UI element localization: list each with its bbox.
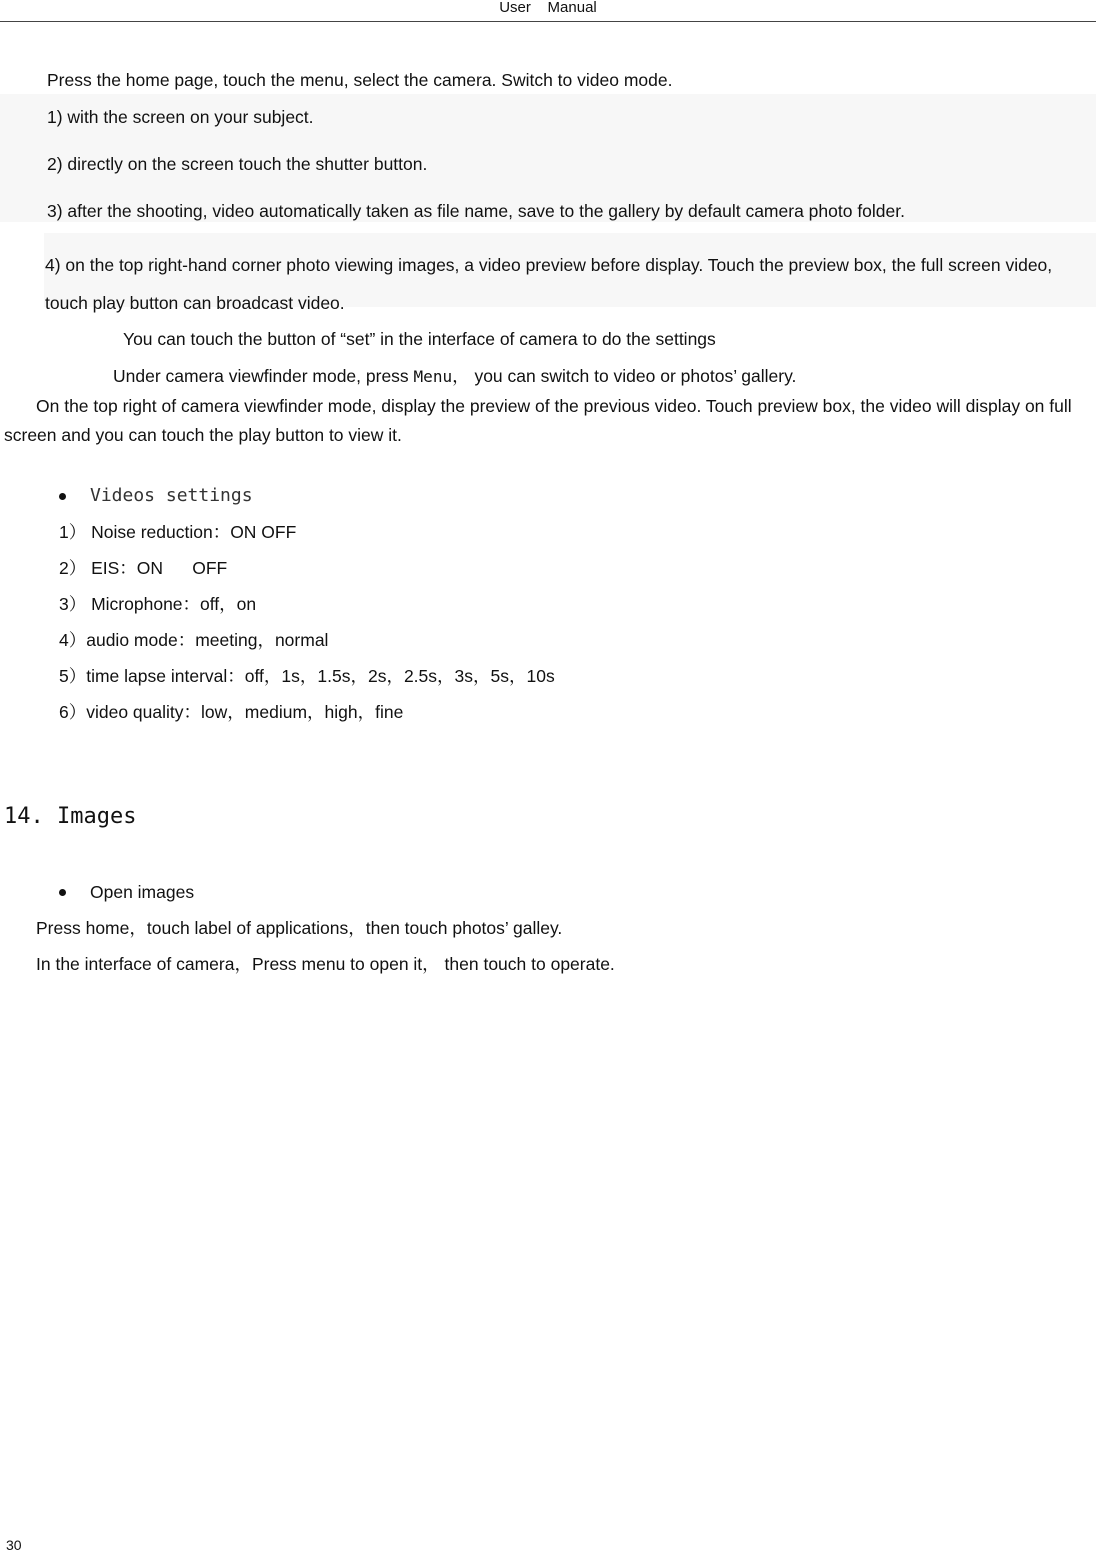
intro-text: Press the home page, touch the menu, select the camera. Switch to video mode. bbox=[47, 70, 673, 90]
section-number: 14. bbox=[4, 804, 44, 829]
section-title: Images bbox=[57, 804, 137, 829]
viewfinder-note-before: Under camera viewfinder mode, press bbox=[113, 366, 414, 386]
section-heading bbox=[4, 803, 136, 831]
bullet-icon bbox=[59, 493, 66, 500]
header-rule bbox=[0, 21, 1096, 22]
viewfinder-note bbox=[113, 365, 796, 388]
open-images-heading: Open images bbox=[90, 882, 195, 902]
open-images-line: In the interface of camera，Press menu to open it， then touch to operate. bbox=[36, 954, 615, 974]
open-images-line: Press home，touch label of applications，then touch photos’ galley. bbox=[36, 918, 563, 938]
menu-keyword: Menu bbox=[413, 367, 453, 386]
page-number: 30 bbox=[6, 1537, 22, 1553]
video-settings-heading: Videos settings bbox=[90, 485, 253, 506]
bullet-icon bbox=[59, 889, 66, 896]
video-setting-item: 6）video quality：low，medium，high，fine bbox=[59, 702, 404, 722]
video-setting-item: 3） Microphone：off，on bbox=[59, 594, 257, 614]
step-1: 1) with the screen on your subject. bbox=[47, 107, 314, 127]
video-setting-item: 4）audio mode：meeting，normal bbox=[59, 630, 329, 650]
step-3: 3) after the shooting, video automatically taken as file name, save to the gallery by default camera photo folder. bbox=[47, 201, 905, 221]
viewfinder-note-after: ， you can switch to video or photos’ gallery. bbox=[452, 366, 797, 386]
video-setting-item: 2） EIS：ON OFF bbox=[59, 558, 228, 578]
step-2: 2) directly on the screen touch the shutter button. bbox=[47, 154, 428, 174]
page-header-title: User Manual bbox=[499, 0, 597, 16]
video-setting-item: 1） Noise reduction：ON OFF bbox=[59, 522, 297, 542]
step-4: 4) on the top right-hand corner photo viewing images, a video preview before display. Touch the preview box, the full screen video, touch play button can broadcast video. bbox=[45, 255, 1053, 313]
preview-note: On the top right of camera viewfinder mode, display the preview of the previous video. Touch preview box, the video will display on full screen and you can touch the play button to view it. bbox=[4, 396, 1072, 445]
set-note: You can touch the button of “set” in the interface of camera to do the settings bbox=[123, 329, 716, 349]
video-setting-item: 5）time lapse interval：off，1s，1.5s，2s，2.5s，3s，5s，10s bbox=[59, 666, 555, 686]
